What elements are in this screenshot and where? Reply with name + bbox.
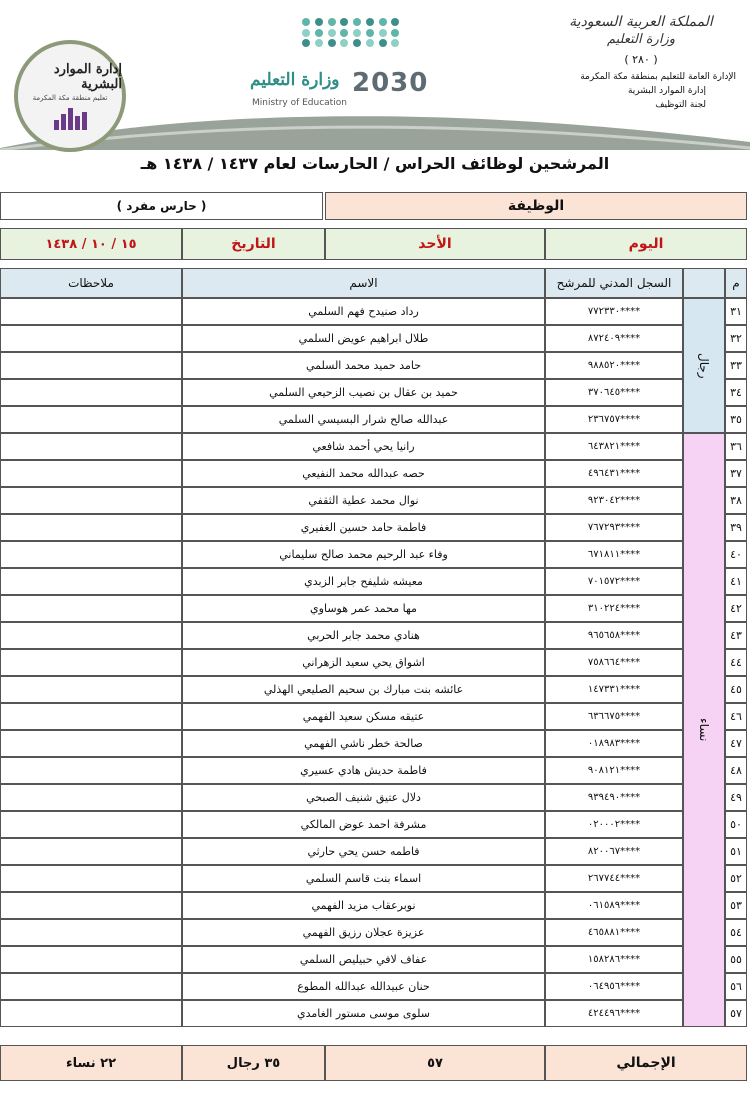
- row-name: سلوى موسى مستور الغامدي: [182, 1000, 545, 1027]
- dots-icon: [302, 18, 402, 48]
- group-men-label: رجال: [697, 352, 711, 379]
- job-value: ( حارس مفرد ): [0, 192, 323, 220]
- row-civil-record: ****٩٠٨١٢١: [545, 757, 683, 784]
- row-civil-record: ****٤٦٥٨٨١: [545, 919, 683, 946]
- row-name: اشواق يحي سعيد الزهراني: [182, 649, 545, 676]
- row-civil-record: ****٧٧٢٣٣٠: [545, 298, 683, 325]
- row-name: وفاء عبد الرحيم محمد صالح سليماني: [182, 541, 545, 568]
- row-notes: [0, 838, 182, 865]
- row-notes: [0, 433, 182, 460]
- day-label: اليوم: [545, 228, 747, 260]
- row-notes: [0, 406, 182, 433]
- totals-label: الإجمالي: [545, 1045, 747, 1081]
- office-code: ( ٢٨٠ ): [624, 53, 658, 66]
- vision-year: 2030: [352, 68, 429, 98]
- row-civil-record: ****٨٢٠٠٦٧: [545, 838, 683, 865]
- row-name: حامد حميد محمد السلمي: [182, 352, 545, 379]
- hr-dept: إدارة الموارد البشرية: [627, 86, 706, 96]
- row-number: ٣٨: [725, 487, 747, 514]
- row-notes: [0, 298, 182, 325]
- row-name: رانيا يحي أحمد شافعي: [182, 433, 545, 460]
- row-number: ٣٦: [725, 433, 747, 460]
- row-name: عتيقه مسكن سعيد الفهمي: [182, 703, 545, 730]
- row-name: صالحة خطر ناشي الفهمي: [182, 730, 545, 757]
- row-civil-record: ****٧٦٧٢٩٣: [545, 514, 683, 541]
- row-name: نوال محمد عطية الثقفي: [182, 487, 545, 514]
- row-number: ٣٧: [725, 460, 747, 487]
- row-number: ٣٣: [725, 352, 747, 379]
- row-number: ٣٢: [725, 325, 747, 352]
- row-civil-record: ****٦٣٦٦٧٥: [545, 703, 683, 730]
- row-name: عائشه بنت مبارك بن سحيم الصليعي الهذلي: [182, 676, 545, 703]
- col-header-num: م: [725, 268, 747, 298]
- hr-logo-title: إدارة الموارد البشرية: [53, 62, 122, 92]
- row-number: ٤٥: [725, 676, 747, 703]
- row-number: ٥٤: [725, 919, 747, 946]
- row-civil-record: ****١٤٧٣٣١: [545, 676, 683, 703]
- row-number: ٥٦: [725, 973, 747, 1000]
- row-notes: [0, 946, 182, 973]
- group-men: [683, 298, 725, 433]
- row-number: ٤٧: [725, 730, 747, 757]
- row-civil-record: ****٠٢٠٠٠٢: [545, 811, 683, 838]
- row-civil-record: ****٠٦٤٩٥٦: [545, 973, 683, 1000]
- hr-logo: [14, 40, 126, 152]
- col-header-group: [683, 268, 725, 298]
- row-civil-record: ****٠١٨٩٨٣: [545, 730, 683, 757]
- row-name: حصه عبدالله محمد النفيعي: [182, 460, 545, 487]
- row-number: ٥٠: [725, 811, 747, 838]
- totals-men: ٣٥ رجال: [182, 1045, 325, 1081]
- row-notes: [0, 514, 182, 541]
- row-civil-record: ****٣٧٠٦٤٥: [545, 379, 683, 406]
- ministry-name: وزارة التعليم: [606, 32, 676, 47]
- row-number: ٥٥: [725, 946, 747, 973]
- group-women-label: نساء: [697, 718, 711, 742]
- row-number: ٤٢: [725, 595, 747, 622]
- row-name: دلال عتيق شنيف الصبحي: [182, 784, 545, 811]
- row-number: ٣٩: [725, 514, 747, 541]
- row-number: ٤١: [725, 568, 747, 595]
- moe-logo: [250, 18, 440, 108]
- row-number: ٤٣: [725, 622, 747, 649]
- row-number: ٥٧: [725, 1000, 747, 1027]
- row-notes: [0, 892, 182, 919]
- row-number: ٤٤: [725, 649, 747, 676]
- row-notes: [0, 919, 182, 946]
- row-civil-record: ****٦٧١٨١١: [545, 541, 683, 568]
- totals-count: ٥٧: [325, 1045, 545, 1081]
- row-notes: [0, 730, 182, 757]
- committee: لجنة التوظيف: [655, 100, 706, 110]
- row-notes: [0, 865, 182, 892]
- row-civil-record: ****٠٦١٥٨٩: [545, 892, 683, 919]
- row-notes: [0, 325, 182, 352]
- row-name: رداد صنيدح فهم السلمي: [182, 298, 545, 325]
- row-civil-record: ****٩٢٣٠٤٢: [545, 487, 683, 514]
- row-number: ٣٤: [725, 379, 747, 406]
- row-notes: [0, 568, 182, 595]
- row-notes: [0, 784, 182, 811]
- row-number: ٤٨: [725, 757, 747, 784]
- page-title: المرشحين لوظائف الحراس / الحارسات لعام ١٤٣٧ / ١٤٣٨ هـ: [140, 154, 610, 173]
- group-women: [683, 433, 725, 1027]
- row-notes: [0, 811, 182, 838]
- chart-icon: [54, 108, 87, 130]
- row-number: ٥١: [725, 838, 747, 865]
- row-civil-record: ****٩٣٩٤٩٠: [545, 784, 683, 811]
- moe-english-name: Ministry of Education: [252, 98, 347, 108]
- row-civil-record: ****٩٦٥٦٥٨: [545, 622, 683, 649]
- col-header-civil: السجل المدني للمرشح: [545, 268, 683, 298]
- row-name: مشرفة احمد عوض المالكي: [182, 811, 545, 838]
- row-civil-record: ****٣١٠٢٢٤: [545, 595, 683, 622]
- row-notes: [0, 622, 182, 649]
- date-value: ١٥ / ١٠ / ١٤٣٨: [0, 228, 182, 260]
- row-number: ٥٣: [725, 892, 747, 919]
- row-civil-record: ****٧٥٨٦٦٤: [545, 649, 683, 676]
- row-notes: [0, 703, 182, 730]
- kingdom-block: [546, 14, 736, 110]
- hr-logo-subtitle: تعليم منطقة مكة المكرمة: [32, 94, 108, 102]
- row-number: ٣٥: [725, 406, 747, 433]
- row-number: ٤٩: [725, 784, 747, 811]
- row-name: طلال ابراهيم عويض السلمي: [182, 325, 545, 352]
- row-name: عفاف لافي حبيليص السلمي: [182, 946, 545, 973]
- row-notes: [0, 676, 182, 703]
- row-number: ٣١: [725, 298, 747, 325]
- row-name: نوبرعقاب مزيد الفهمي: [182, 892, 545, 919]
- row-civil-record: ****٦٤٣٨٢١: [545, 433, 683, 460]
- letterhead: [0, 0, 750, 150]
- date-label: التاريخ: [182, 228, 325, 260]
- moe-arabic-name: وزارة التعليم: [250, 70, 340, 90]
- row-notes: [0, 757, 182, 784]
- row-civil-record: ****٢٣٦٧٥٧: [545, 406, 683, 433]
- row-name: معيشه شليفح جابر الزبدي: [182, 568, 545, 595]
- day-value: الأحد: [325, 228, 545, 260]
- col-header-notes: ملاحظات: [0, 268, 182, 298]
- row-civil-record: ****٧٠١٥٧٢: [545, 568, 683, 595]
- row-civil-record: ****٤٩٦٤٣١: [545, 460, 683, 487]
- row-notes: [0, 460, 182, 487]
- row-number: ٤٠: [725, 541, 747, 568]
- row-notes: [0, 487, 182, 514]
- admin-line: الإدارة العامة للتعليم بمنطقة مكة المكرمة: [580, 72, 736, 82]
- row-name: هنادي محمد جابر الحربي: [182, 622, 545, 649]
- row-civil-record: ****٤٢٤٤٩٦: [545, 1000, 683, 1027]
- row-notes: [0, 649, 182, 676]
- row-name: حميد بن عقال بن نصيب الزحيعي السلمي: [182, 379, 545, 406]
- row-name: فاطمه حسن يحي حارثي: [182, 838, 545, 865]
- kingdom-name: المملكة العربية السعودية: [569, 14, 713, 30]
- row-notes: [0, 352, 182, 379]
- row-notes: [0, 541, 182, 568]
- row-civil-record: ****٨٧٢٤٠٩: [545, 325, 683, 352]
- row-civil-record: ****٩٨٨٥٢٠: [545, 352, 683, 379]
- row-civil-record: ****١٥٨٢٨٦: [545, 946, 683, 973]
- row-civil-record: ****٢٦٧٧٤٤: [545, 865, 683, 892]
- row-name: اسماء بنت قاسم السلمي: [182, 865, 545, 892]
- row-name: فاطمة حديش هادي عسيري: [182, 757, 545, 784]
- row-name: عبدالله صالح شرار البسيسي السلمي: [182, 406, 545, 433]
- row-name: حنان عبيدالله عبدالله المطوع: [182, 973, 545, 1000]
- totals-women: ٢٢ نساء: [0, 1045, 182, 1081]
- row-number: ٥٢: [725, 865, 747, 892]
- row-notes: [0, 595, 182, 622]
- row-notes: [0, 973, 182, 1000]
- job-label: الوظيفة: [325, 192, 747, 220]
- row-number: ٤٦: [725, 703, 747, 730]
- row-notes: [0, 379, 182, 406]
- row-name: عزيزة عجلان رزيق الفهمي: [182, 919, 545, 946]
- row-name: مها محمد عمر هوساوي: [182, 595, 545, 622]
- row-name: فاطمة حامد حسين الغفيري: [182, 514, 545, 541]
- col-header-name: الاسم: [182, 268, 545, 298]
- row-notes: [0, 1000, 182, 1027]
